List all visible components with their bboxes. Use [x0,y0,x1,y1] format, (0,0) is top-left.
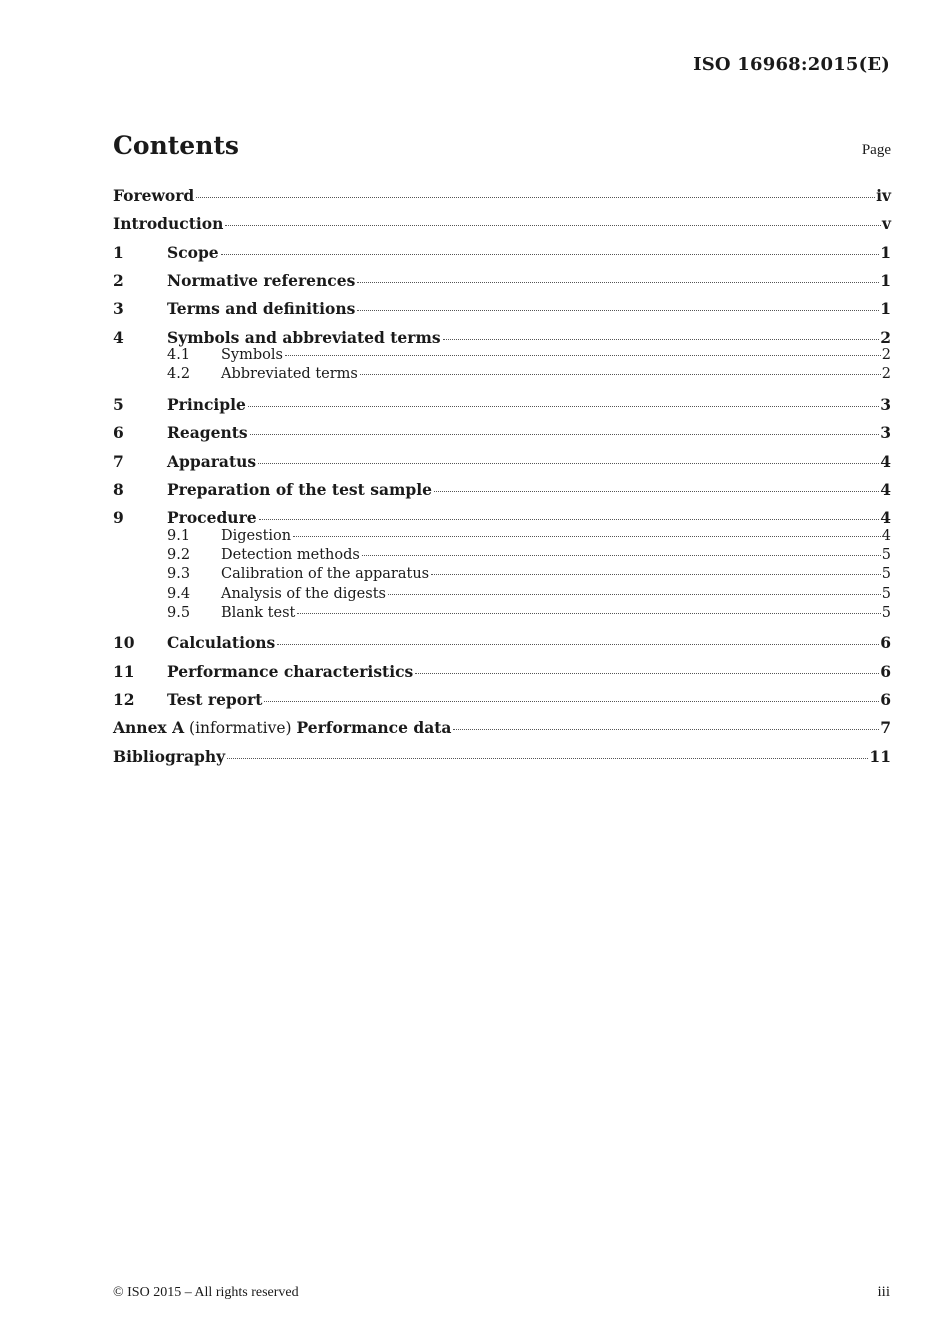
toc-entry-number: 5 [113,395,124,414]
toc-entry-title-tail: Performance data [296,718,452,737]
toc-entry-title-text: Blank test [221,605,296,621]
footer-copyright: © ISO 2015 – All rights reserved [113,1285,299,1300]
toc-entry-title [167,480,432,499]
toc-entry-title-text: Symbols and abbreviated terms [167,328,441,347]
toc-entry-page: iv [876,186,891,205]
toc-entry-title [113,718,451,737]
toc-entry-title [221,586,386,602]
toc-entry-title-text: Scope [167,243,219,262]
toc-entry-title-text: Reagents [167,423,248,442]
toc-entry-page: 5 [881,586,891,602]
toc-entry-title [113,214,223,233]
toc-leader-dots [248,406,879,407]
toc-entry-title-text: Analysis of the digests [221,586,386,602]
toc-entry[interactable] [113,395,891,414]
toc-entry-number: 9.4 [167,586,191,602]
toc-entry[interactable] [113,747,891,766]
toc-entry-title-text: Introduction [113,214,224,233]
toc-entry-title-text: Preparation of the test sample [167,480,432,499]
toc-entry-number: 9.2 [167,547,191,563]
toc-entry-number: 4 [113,328,124,347]
toc-entry[interactable] [113,480,891,499]
toc-entry-page: 5 [881,566,891,582]
toc-entry-title-text: Digestion [221,528,292,544]
toc-entry-number: 6 [113,423,124,442]
toc-entry[interactable] [113,214,891,233]
toc-entry-title-text: Procedure [167,508,257,527]
toc-entry-title [167,423,248,442]
toc-entry[interactable] [113,328,891,347]
toc-entry-number: 12 [113,690,135,709]
toc-entry-page: 7 [880,718,891,737]
toc-entry-page: 4 [880,452,891,471]
toc-entry-title [113,186,194,205]
toc-entry-page: 4 [880,480,891,499]
toc-entry-number: 9.5 [167,605,191,621]
toc-entry-number: 2 [113,271,124,290]
toc-entry-number: 9.3 [167,566,191,582]
toc-leader-dots [258,463,879,464]
toc-entry-title-text: Normative references [167,271,356,290]
toc-leader-dots [357,310,879,311]
toc-leader-dots [357,282,879,283]
toc-entry-title-qualifier: (informative) [184,719,297,737]
document-id: ISO 16968:2015(E) [693,54,890,75]
toc-entry[interactable] [113,586,891,602]
toc-entry-title-text: Test report [167,690,263,709]
toc-entry-page: 6 [880,690,891,709]
toc-entry-title-text: Terms and definitions [167,299,356,318]
toc-entry-page: 1 [880,243,891,262]
toc-entry-number: 11 [113,662,135,681]
toc-leader-dots [227,758,868,759]
toc-entry-page: 11 [869,747,891,766]
toc-leader-dots [388,594,881,595]
toc-entry[interactable] [113,299,891,318]
toc-entry-title [167,690,262,709]
toc-entry-number: 3 [113,299,124,318]
toc-entry-title [221,528,291,544]
toc-leader-dots [285,355,881,356]
toc-entry-title [167,633,275,652]
toc-entry[interactable] [113,423,891,442]
toc-leader-dots [277,644,879,645]
toc-entry-page: 3 [880,423,891,442]
toc-entry-title [167,299,355,318]
toc-entry-title [167,452,256,471]
toc-entry-number: 4.2 [167,366,191,382]
toc-entry-number: 10 [113,633,135,652]
toc-leader-dots [221,254,880,255]
toc-entry-page: 2 [880,328,891,347]
toc-entry-title-text: Detection methods [221,547,360,563]
toc-entry[interactable] [113,347,891,363]
toc-entry-title-text: Symbols [221,347,283,363]
toc-entry[interactable] [113,452,891,471]
toc-entry-title-text: Foreword [113,186,195,205]
toc-entry-page: 5 [881,605,891,621]
toc-entry-number: 7 [113,452,124,471]
toc-entry-title [167,508,257,527]
toc-leader-dots [362,555,881,556]
footer-page-number: iii [877,1284,890,1300]
toc-leader-dots [415,673,879,674]
toc-leader-dots [259,519,880,520]
toc-entry-title-text: Principle [167,395,246,414]
page-column-label: Page [861,142,891,158]
toc-entry-page: 1 [880,271,891,290]
toc-leader-dots [196,197,875,198]
toc-entry-title [167,243,219,262]
toc-entry-title [167,271,355,290]
toc-leader-dots [250,434,880,435]
toc-entry-page: 6 [880,662,891,681]
toc-entry[interactable] [113,186,891,205]
toc-entry-title [221,547,360,563]
toc-entry[interactable] [113,547,891,563]
toc-entry-title [167,395,246,414]
toc-entry-title [167,662,413,681]
toc-leader-dots [431,574,881,575]
toc-entry-title [221,347,283,363]
toc-entry-number: 4.1 [167,347,191,363]
toc-leader-dots [434,491,879,492]
toc-entry[interactable] [113,366,891,382]
toc-leader-dots [293,536,881,537]
toc-entry-page: 6 [880,633,891,652]
toc-entry-page: 1 [880,299,891,318]
toc-entry-title [167,328,441,347]
toc-entry-page: 4 [881,528,891,544]
toc-entry-title-text: Apparatus [167,452,257,471]
toc-leader-dots [453,729,879,730]
toc-entry[interactable] [113,508,891,527]
toc-entry-title-text: Annex A [113,718,185,737]
toc-entry[interactable] [113,718,891,737]
toc-entry-page: 5 [881,547,891,563]
contents-title: Contents [113,131,240,160]
contents-header [113,131,891,165]
toc-entry[interactable] [113,662,891,681]
toc-entry-title-text: Calibration of the apparatus [221,566,430,582]
toc-entry-title-text: Abbreviated terms [221,366,358,382]
toc-entry-number: 1 [113,243,124,262]
toc-entry-number: 9 [113,508,124,527]
toc-entry[interactable] [113,566,891,582]
toc-entry[interactable] [113,605,891,621]
toc-entry[interactable] [113,271,891,290]
toc-leader-dots [264,701,879,702]
toc-entry-title [221,605,295,621]
toc-entry[interactable] [113,690,891,709]
toc-entry-page: v [881,214,891,233]
toc-entry-number: 8 [113,480,124,499]
toc-entry-title-text: Calculations [167,633,276,652]
toc-entry-title [113,747,225,766]
toc-leader-dots [225,225,881,226]
toc-entry[interactable] [113,633,891,652]
toc-entry[interactable] [113,528,891,544]
toc-entry-page: 4 [880,508,891,527]
toc-entry-page: 2 [881,366,891,382]
toc-entry-title [221,566,429,582]
toc-entry-number: 9.1 [167,528,191,544]
toc-leader-dots [443,339,880,340]
toc-leader-dots [297,613,880,614]
toc-entry-title-text: Performance characteristics [167,662,414,681]
toc-entry[interactable] [113,243,891,262]
toc-entry-page: 2 [881,347,891,363]
toc-leader-dots [360,374,881,375]
toc-entry-title-text: Bibliography [113,747,226,766]
toc-entry-title [221,366,358,382]
toc-entry-page: 3 [880,395,891,414]
